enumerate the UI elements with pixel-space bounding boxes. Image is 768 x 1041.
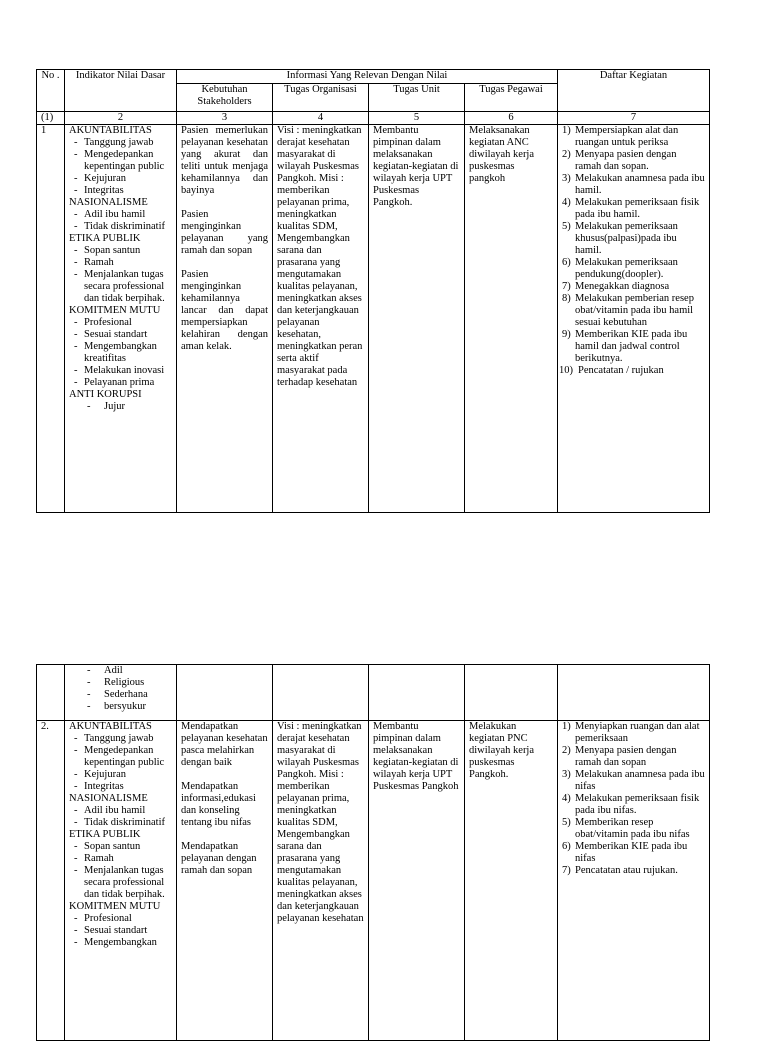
list-item: - Profesional: [69, 913, 172, 925]
kegiatan-list: [562, 721, 705, 877]
tugas-pegawai-cell: Melakukan kegiatan PNC diwilayah kerja puskesmas Pangkoh.: [465, 721, 558, 1041]
item-number: 5): [562, 817, 571, 828]
col-daftar-header: Daftar Kegiatan: [558, 70, 710, 112]
indikator-heading: KOMITMEN MUTU: [69, 305, 161, 316]
item-text: Melakukan pemeriksaan fisik pada ibu hamil.: [575, 197, 700, 220]
col-indikator-header: Indikator Nilai Dasar: [65, 70, 177, 112]
indikator-list: [69, 721, 172, 949]
row-number: 2.: [37, 721, 65, 1041]
indikator-items: [69, 733, 172, 793]
item-number: 9): [562, 329, 571, 340]
list-item: - Sopan santun: [69, 245, 172, 257]
list-item: - Kejujuran: [69, 769, 172, 781]
list-item: [562, 745, 705, 769]
list-item: [562, 865, 705, 877]
col-number-7: 7: [558, 112, 710, 125]
item-text: Menyiapkan ruangan dan alat pemeriksaan: [575, 721, 700, 744]
row-number: 1: [37, 125, 65, 513]
list-item: - Mengembangkan: [69, 937, 172, 949]
paragraph-gap: [181, 829, 268, 841]
paragraph-gap: [181, 769, 268, 781]
item-number: 2): [562, 745, 571, 756]
item-number: 7): [562, 865, 571, 876]
list-item: - Pelayanan prima: [69, 377, 172, 389]
list-item: [562, 173, 705, 197]
kebutuhan-cell: [177, 125, 273, 513]
item-text: Melakukan pemeriksaan pendukung(doopler).: [575, 257, 678, 280]
tugas-organisasi-cell: Visi : meningkatkan derajat kesehatan masyarakat di wilayah Puskesmas Pangkoh. Misi : memberikan pelayanan prima, meningkatkan kualitas SDM, Mengembangkan sarana dan prasarana yang mengutamakan kualitas pelayanan, meningkatkan akses dan keterjangkauan pelayanan kesehatan, meningkatkan peran serta aktif masyarakat pada terhadap kesehatan: [273, 125, 369, 513]
indikator-items: [69, 913, 172, 949]
activity-table-page-1: [36, 69, 710, 513]
kegiatan-cell: [558, 721, 710, 1041]
col-no-header: No .: [37, 70, 65, 112]
tugas-unit-cell: Membantu pimpinan dalam melaksanakan kegiatan-kegiatan di wilayah kerja UPT Puskesmas Pangkoh: [369, 721, 465, 1041]
kebutuhan-list: [181, 125, 268, 353]
indikator-continuation-cell: [65, 665, 177, 721]
item-text: Melakukan anamnesa pada ibu nifas: [575, 769, 705, 792]
item-text: Menyapa pasien dengan ramah dan sopan.: [575, 149, 677, 172]
paragraph: Mendapatkan pelayanan dengan ramah dan sopan: [181, 841, 257, 876]
list-item: - Sederhana: [69, 689, 172, 701]
list-item: - bersyukur: [69, 701, 172, 713]
list-item: - Sesuai standart: [69, 329, 172, 341]
paragraph: Mendapatkan pelayanan kesehatan pasca melahirkan dengan baik: [181, 721, 268, 768]
item-text: Melakukan anamnesa pada ibu hamil.: [575, 173, 705, 196]
list-item: - Sesuai standart: [69, 925, 172, 937]
table-row: [37, 721, 710, 1041]
item-number: 6): [562, 257, 571, 268]
item-number: 4): [562, 197, 571, 208]
kebutuhan-cell: [177, 721, 273, 1041]
kegiatan-cell: [558, 125, 710, 513]
list-item: - Ramah: [69, 853, 172, 865]
item-text: Memberikan KIE pada ibu nifas: [575, 841, 688, 864]
list-item: [562, 721, 705, 745]
item-number: 1): [562, 721, 571, 732]
item-text: Mempersiapkan alat dan ruangan untuk periksa: [575, 125, 679, 148]
paragraph: Pasien memerlukan pelayanan kesehatan yang akurat dan teliti untuk menjaga kehamilannya dan bayinya: [181, 125, 268, 196]
indikator-heading: ANTI KORUPSI: [69, 389, 142, 400]
list-item: - Sopan santun: [69, 841, 172, 853]
indikator-items: [69, 209, 172, 233]
indikator-items: [69, 841, 172, 901]
kebutuhan-list: [181, 721, 268, 877]
list-item: - Kejujuran: [69, 173, 172, 185]
item-number: 6): [562, 841, 571, 852]
list-item: [562, 841, 705, 865]
kegiatan-list: [559, 125, 705, 377]
item-text: Melakukan pemeriksaan khusus(palpasi)pada ibu hamil.: [575, 221, 678, 256]
item-text: Menyapa pasien dengan ramah dan sopan: [575, 745, 677, 768]
paragraph-gap: [181, 257, 268, 269]
item-text: Memberikan resep obat/vitamin pada ibu nifas: [575, 817, 690, 840]
col-number-3: 3: [177, 112, 273, 125]
list-item: - Tanggung jawab: [69, 733, 172, 745]
list-item: - Mengembangkan kreatifitas: [69, 341, 172, 365]
list-item: - Adil ibu hamil: [69, 209, 172, 221]
anti-korupsi-continuation-list: [69, 665, 172, 713]
list-item: - Integritas: [69, 185, 172, 197]
indikator-cell: [65, 721, 177, 1041]
col-number-2: 2: [65, 112, 177, 125]
list-item: [562, 197, 705, 221]
indikator-list: [69, 125, 172, 413]
list-item: [562, 149, 705, 173]
item-number: 1): [562, 125, 571, 136]
col-tugas-organisasi-header: Tugas Organisasi: [273, 84, 369, 112]
paragraph-gap: [181, 197, 268, 209]
col-number-6: 6: [465, 112, 558, 125]
col-tugas-pegawai-header: Tugas Pegawai: [465, 84, 558, 112]
item-text: Melakukan pemberian resep obat/vitamin pada ibu hamil sesuai kebutuhan: [575, 293, 694, 328]
list-item: - Tidak diskriminatif: [69, 817, 172, 829]
item-number: 3): [562, 173, 571, 184]
table-row-continuation: [37, 665, 710, 721]
list-item: - Adil: [69, 665, 172, 677]
item-text: Memberikan KIE pada ibu hamil dan jadwal control berikutnya.: [575, 329, 688, 364]
list-item: [562, 293, 705, 329]
item-text: Melakukan pemeriksaan fisik pada ibu nifas.: [575, 793, 700, 816]
list-item: - Jujur: [69, 401, 172, 413]
indikator-cell: [65, 125, 177, 513]
list-item: - Mengedepankan kepentingan public: [69, 149, 172, 173]
indikator-items: [69, 805, 172, 829]
list-item: [559, 365, 705, 377]
col-number-4: 4: [273, 112, 369, 125]
list-item: [562, 769, 705, 793]
indikator-heading: AKUNTABILITAS: [69, 125, 152, 136]
indikator-heading: ETIKA PUBLIK: [69, 233, 141, 244]
paragraph: Pasien menginginkan kehamilannya lancar dan dapat mempersiapkan kelahiran dengan aman kelak.: [181, 269, 268, 352]
list-item: - Tidak diskriminatif: [69, 221, 172, 233]
item-number: 8): [562, 293, 571, 304]
list-item: - Menjalankan tugas secara professional dan tidak berpihak.: [69, 269, 172, 305]
list-item: [562, 257, 705, 281]
paragraph: Pasien menginginkan pelayanan yang ramah dan sopan: [181, 209, 268, 256]
list-item: - Mengedepankan kepentingan public: [69, 745, 172, 769]
item-text: Menegakkan diagnosa: [575, 281, 670, 292]
col-number-1: (1): [37, 112, 65, 125]
list-item: - Melakukan inovasi: [69, 365, 172, 377]
item-text: Pencatatan / rujukan: [578, 365, 664, 376]
tugas-organisasi-cell: Visi : meningkatkan derajat kesehatan masyarakat di wilayah Puskesmas Pangkoh. Misi : memberikan pelayanan prima, meningkatkan kualitas SDM, Mengembangkan sarana dan prasarana yang mengutamakan kualitas pelayanan, meningkatkan akses dan keterjangkauan pelayanan kesehatan: [273, 721, 369, 1041]
item-number: 7): [562, 281, 571, 292]
indikator-heading: NASIONALISME: [69, 793, 148, 804]
indikator-items: [69, 317, 172, 389]
item-number: 2): [562, 149, 571, 160]
list-item: - Ramah: [69, 257, 172, 269]
list-item: - Menjalankan tugas secara professional dan tidak berpihak.: [69, 865, 172, 901]
tugas-pegawai-cell: Melaksanakan kegiatan ANC diwilayah kerja puskesmas pangkoh: [465, 125, 558, 513]
indikator-heading: KOMITMEN MUTU: [69, 901, 161, 912]
item-number: 4): [562, 793, 571, 804]
item-number: 5): [562, 221, 571, 232]
list-item: [562, 221, 705, 257]
list-item: [562, 793, 705, 817]
list-item: [562, 125, 705, 149]
list-item: - Religious: [69, 677, 172, 689]
table-row: [37, 125, 710, 513]
list-item: - Adil ibu hamil: [69, 805, 172, 817]
col-number-5: 5: [369, 112, 465, 125]
indikator-heading: ETIKA PUBLIK: [69, 829, 141, 840]
indikator-heading: NASIONALISME: [69, 197, 148, 208]
indikator-items: [69, 401, 172, 413]
list-item: - Profesional: [69, 317, 172, 329]
item-number: 3): [562, 769, 571, 780]
list-item: [562, 281, 705, 293]
col-tugas-unit-header: Tugas Unit: [369, 84, 465, 112]
item-number: 10): [559, 365, 573, 376]
indikator-items: [69, 245, 172, 305]
list-item: - Integritas: [69, 781, 172, 793]
paragraph: Mendapatkan informasi,edukasi dan konseling tentang ibu nifas: [181, 781, 256, 828]
col-kebutuhan-header: Kebutuhan Stakeholders: [177, 84, 273, 112]
list-item: - Tanggung jawab: [69, 137, 172, 149]
item-text: Pencatatan atau rujukan.: [575, 865, 678, 876]
indikator-items: [69, 137, 172, 197]
activity-table-page-2: [36, 664, 710, 1041]
col-informasi-header: Informasi Yang Relevan Dengan Nilai: [177, 70, 558, 84]
list-item: [562, 329, 705, 365]
tugas-unit-cell: Membantu pimpinan dalam melaksanakan kegiatan-kegiatan di wilayah kerja UPT Puskesmas Pangkoh.: [369, 125, 465, 513]
indikator-heading: AKUNTABILITAS: [69, 721, 152, 732]
list-item: [562, 817, 705, 841]
